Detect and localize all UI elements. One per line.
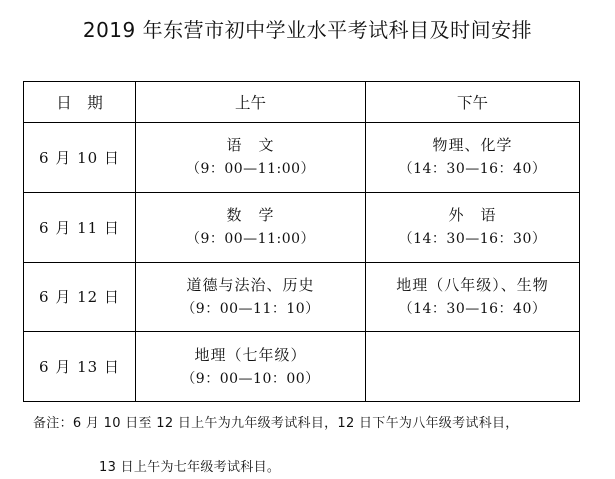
time-label: （9：00—11:00） [185, 231, 316, 248]
subject-label: 道德与法治、历史 [186, 275, 315, 294]
date-cell: 6 月 13 日 [24, 332, 136, 402]
subject-label: 语 文 [226, 136, 275, 155]
exam-schedule-table [23, 81, 580, 402]
time-label: （9：00—11:00） [185, 161, 316, 178]
table-header-row [24, 82, 580, 123]
date-cell: 6 月 11 日 [24, 192, 136, 262]
subject-label: 外 语 [448, 206, 497, 225]
time-label: （14：30—16：40） [398, 161, 547, 178]
time-label: （14：30—16：40） [398, 300, 547, 317]
afternoon-cell [366, 123, 580, 193]
footnote-line-2: 13 日上午为七年级考试科目。 [99, 460, 281, 475]
subject-label: 地理（七年级） [194, 345, 307, 364]
morning-cell [136, 332, 366, 402]
subject-label: 数 学 [226, 206, 275, 225]
time-label: （14：30—16：30） [398, 231, 547, 248]
time-label: （9：00—11：10） [181, 300, 320, 317]
footnote-line-1: 备注：6 月 10 日至 12 日上午为九年级考试科目，12 日下午为八年级考试科目， [33, 416, 519, 431]
afternoon-cell-empty [366, 332, 580, 402]
subject-label: 地理（八年级）、生物 [396, 275, 549, 294]
morning-cell [136, 262, 366, 332]
header-afternoon: 下午 [366, 82, 580, 123]
header-morning: 上午 [136, 82, 366, 123]
date-cell: 6 月 12 日 [24, 262, 136, 332]
afternoon-cell [366, 192, 580, 262]
document-title: 2019 年东营市初中学业水平考试科目及时间安排 [82, 18, 533, 42]
table-row [24, 262, 580, 332]
table-row [24, 332, 580, 402]
date-cell: 6 月 10 日 [24, 123, 136, 193]
subject-label: 物理、化学 [432, 136, 513, 155]
morning-cell [136, 192, 366, 262]
table-row [24, 192, 580, 262]
table-row [24, 123, 580, 193]
morning-cell [136, 123, 366, 193]
afternoon-cell [366, 262, 580, 332]
time-label: （9：00—10：00） [181, 370, 320, 387]
header-date: 日 期 [24, 82, 136, 123]
